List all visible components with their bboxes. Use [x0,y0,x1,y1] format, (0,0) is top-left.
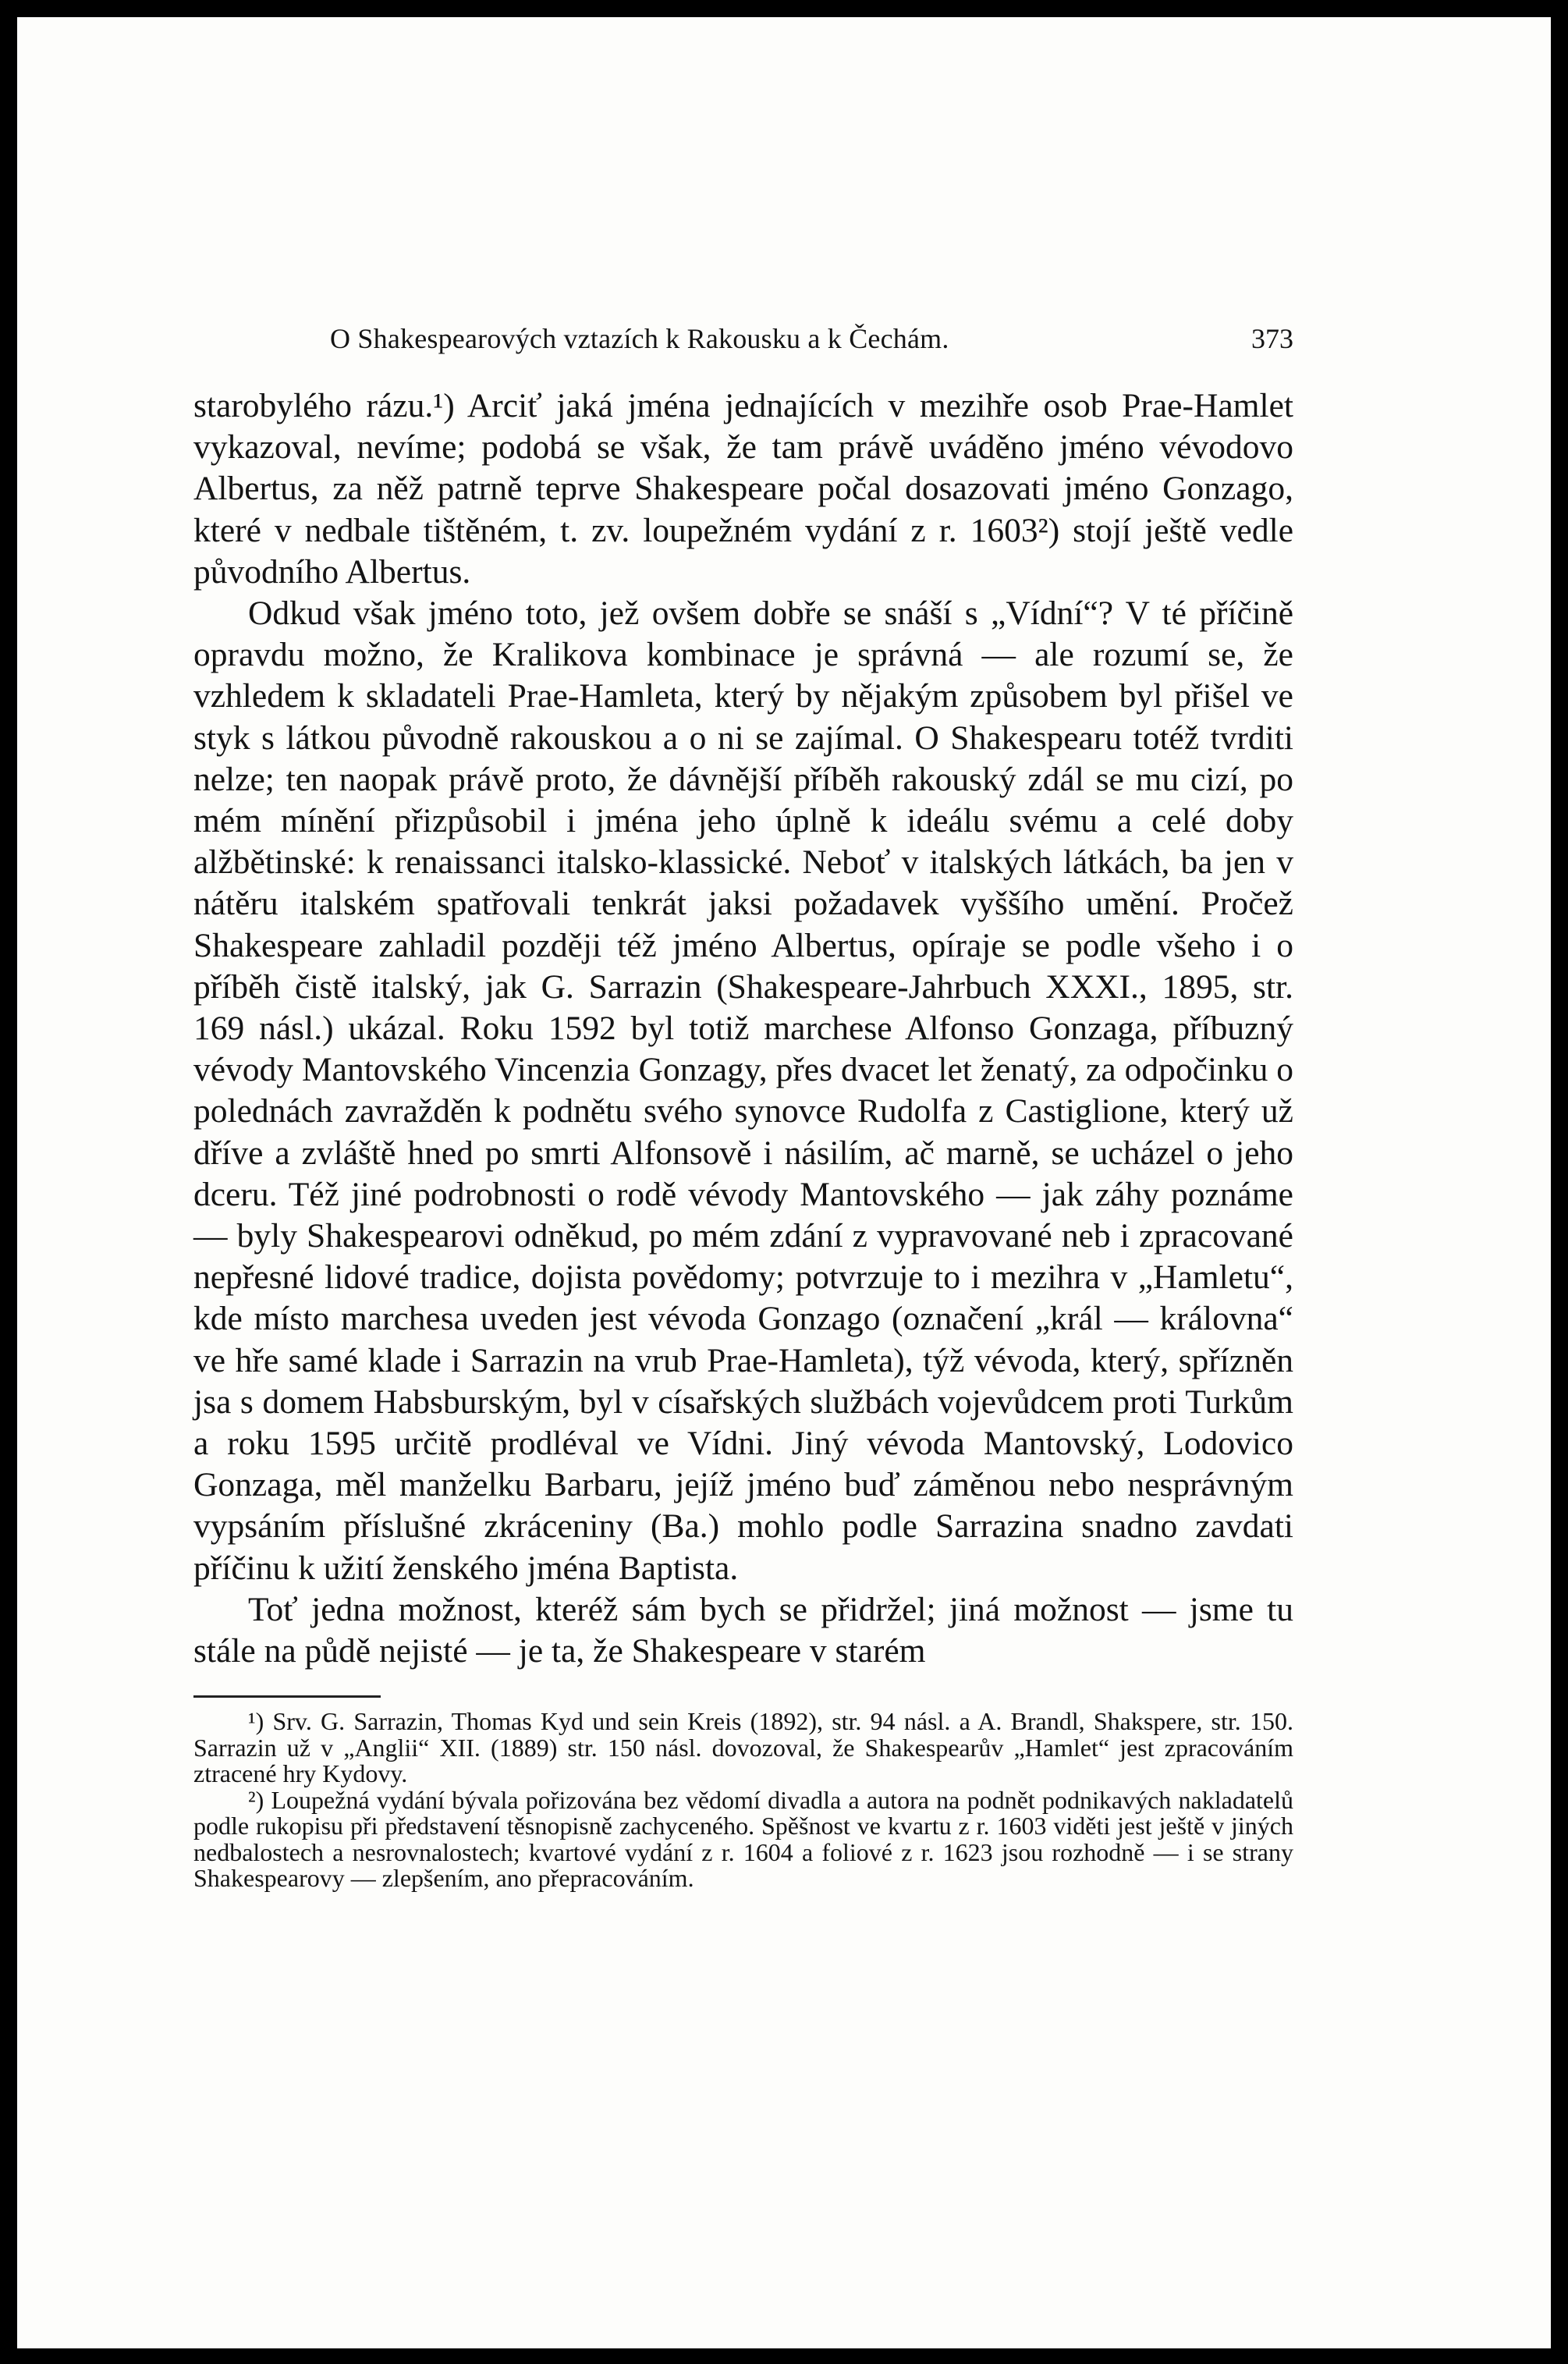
paragraph-3: Toť jedna možnost, kteréž sám bych se přidržel; jiná možnost — jsme tu stále na půdě nejisté — je ta, že Shakespeare v starém [193,1590,1293,1670]
paragraph-2: Odkud však jméno toto, jež ovšem dobře se snáší s „Vídní“? V té příčině opravdu možno, že Kralikova kombinace je správná — ale rozumí se, že vzhledem k skladateli Prae-Hamleta, který by nějakým způsobem byl přišel ve styk s látkou původně rakouskou a o ni se zajímal. O Shakespearu totéž tvrditi nelze; ten naopak právě proto, že dávnější příběh rakouský zdál se mu cizí, po mém mínění přizpůsobil i jména jeho úplně k ideálu svému a celé doby alžbětinské: k renaissanci italsko-klassické. Neboť v italských látkách, ba jen v nátěru italském spatřovali tenkrát jaksi požadavek vyššího umění. Pročež Shakespeare zahladil později též jméno Albertus, opíraje se podle všeho i o příběh čistě italský, jak G. Sarrazin (Shakespeare-Jahrbuch XXXI., 1895, str. 169 násl.) ukázal. Roku 1592 byl totiž marchese Alfonso Gonzaga, příbuzný vévody Mantovského Vincenzia Gonzagy, přes dvacet let ženatý, za odpočinku o polednách zavražděn k podnětu svého synovce Rudolfa z Castiglione, který už dříve a zvláště hned po smrti Alfonsově i násilím, ač marně, se ucházel o jeho dceru. Též jiné podrobnosti o rodě vévody Mantovského — jak záhy poznáme — byly Shakespearovi odněkud, po mém zdání z vypravované neb i zpracované nepřesné lidové tradice, dojista povědomy; potvrzuje to i mezihra v „Hamletu“, kde místo marchesa uveden jest vévoda Gonzago (označení „král — královna“ ve hře samé klade i Sarrazin na vrub Prae-Hamleta), týž vévoda, který, spřízněn jsa s domem Habsburským, byl v císařských službách vojevůdcem proti Turkům a roku 1595 určitě prodléval ve Vídni. Jiný vévoda Mantovský, Lodovico Gonzaga, měl manželku Barbaru, jejíž jméno buď záměnou nebo nesprávným vypsáním příslušné zkráceniny (Ba.) mohlo podle Sarrazina snadno zavdati příčinu k užití ženského jména Baptista. [193,595,1293,1587]
footnote-1: ¹) Srv. G. Sarrazin, Thomas Kyd und sein Kreis (1892), str. 94 násl. a A. Brandl, Shakspere, str. 150. Sarrazin už v „Anglii“ XII. (1889) str. 150 násl. dovozoval, že Shakespearův „Hamlet“ jest zpracováním ztracené hry Kydovy. [193,1707,1293,1788]
footnote-divider [193,1695,381,1698]
text-block [193,321,1293,1892]
footnote-2: ²) Loupežná vydání bývala pořizována bez vědomí divadla a autora na podnět podnikavých nakladatelů podle rukopisu při představení těsnopisně zachyceného. Spěšnost ve kvartu z r. 1603 viděti jest ještě v jiných nedbalostech a nesrovnalostech; kvartové vydání z r. 1604 a foliové z r. 1623 jsou rozhodně — i se strany Shakespearovy — zlepšením, ano přepracováním. [193,1785,1293,1893]
running-head-title: O Shakespearových vztazích k Rakousku a k Čechám. [330,323,949,354]
paragraph-1: starobylého rázu.¹) Arciť jaká jména jednajících v mezihře osob Prae-Hamlet vykazoval, nevíme; podobá se však, že tam právě uváděno jméno vévodovo Albertus, za něž patrně teprve Shakespeare počal dosazovati jméno Gonzago, které v nedbale tištěném, t. zv. loupežném vydání z r. 1603²) stojí ještě vedle původního Albertus. [193,387,1293,591]
running-head [193,321,1293,368]
page-number: 373 [1251,323,1293,354]
book-page [17,17,1551,2348]
